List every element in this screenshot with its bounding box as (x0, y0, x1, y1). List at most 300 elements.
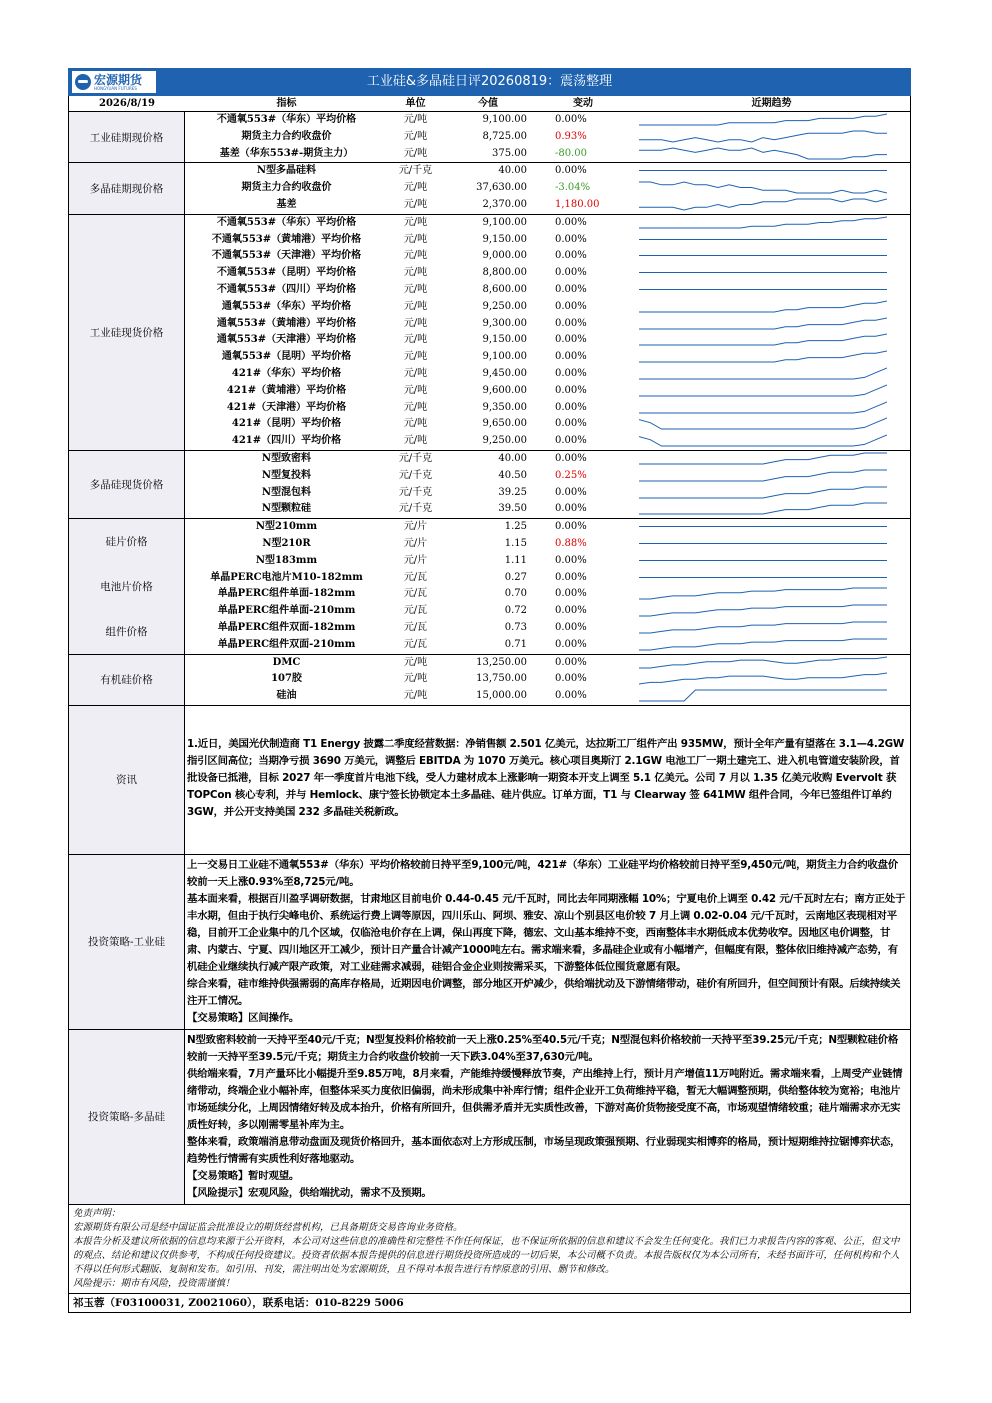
unit-cell: 元/吨 (403, 283, 428, 295)
price-row (185, 282, 910, 299)
trend-cell (633, 232, 910, 249)
trend-sparkline (639, 147, 887, 160)
unit-cell: 元/吨 (403, 334, 428, 346)
price-row (185, 112, 910, 129)
price-section (69, 112, 910, 163)
value-cell: 9,000.00 (482, 250, 527, 262)
trend-line (639, 351, 887, 362)
unit-cell: 元/吨 (403, 367, 428, 379)
price-row (185, 349, 910, 366)
unit-cell: 元/吨 (403, 147, 428, 159)
unit-cell: 元/吨 (403, 182, 428, 194)
trend-sparkline (639, 417, 887, 430)
trend-line (639, 673, 887, 684)
strategy-poly-paragraph: N型致密料较前一天持平至40元/千克；N型复投料价格较前一天上涨0.25%至40.5元/千克；N型混包料价格较前一天持平至39.25元/千克；N型颗粒硅价格较前一天持平至39.5元/千克；期货主力合约收盘价较前一天下跌3.04%至37,630元/吨。 (187, 1033, 899, 1063)
trend-sparkline (639, 401, 887, 414)
strategy-poly-label (69, 1030, 185, 1204)
change-cell: 0.00% (555, 233, 587, 245)
price-row (185, 451, 910, 468)
column-indicator: 指标 (276, 98, 297, 109)
price-row (185, 485, 910, 502)
price-row (185, 570, 910, 587)
disclaimer-line: 宏源期货有限公司是经中国证监会批准设立的期货经营机构，已具备期货交易咨询业务资格。 (73, 1221, 463, 1233)
unit-cell: 元/片 (403, 537, 428, 549)
indicator-name: 不通氧553#（华东）平均价格 (216, 216, 357, 228)
value-cell: 9,250.00 (482, 435, 527, 447)
strategy-si-paragraph: 上一交易日工业硅不通氧553#（华东）平均价格较前日持平至9,100元/吨，421#（华东）工业硅平均价格较前日持平至9,450元/吨，期货主力合约收盘价较前一天上涨0.93%至8,725元/吨。 (187, 858, 898, 888)
strategy-poly-section (69, 1030, 910, 1205)
value-cell: 15,000.00 (476, 690, 527, 702)
price-row (185, 400, 910, 417)
trend-line (639, 657, 887, 668)
unit-cell: 元/吨 (403, 300, 428, 312)
trend-cell (633, 416, 910, 433)
section-label-text: 硅片价格 (105, 536, 148, 549)
trend-sparkline (639, 434, 887, 447)
change-cell: 0.00% (555, 351, 587, 363)
section-label-text: 工业硅期现价格 (89, 131, 164, 144)
change-cell: 0.00% (555, 621, 587, 633)
trend-line (639, 453, 887, 464)
price-row (185, 197, 910, 214)
change-cell: 0.00% (555, 690, 587, 702)
disclaimer-line: 本报告分析及建议所依据的信息均来源于公开资料，本公司对这些信息的准确性和完整性不作任何保证，也不保证所依据的信息和建议不会发生任何变化。我们已力求报告内容的客观、公正，但文中的观点、结论和建议仅供参考，不构成任何投资建议。投资者依据本报告提供的信息进行期货投资所造成的一切后果，本公司概不负责。本报告版权仅为本公司所有，未经书面许可，任何机构和个人不得以任何形式翻版、复制和发布。如引用、刊发，需注明出处为宏源期货，且不得对本报告进行有悖原意的引用、删节和修改。 (73, 1235, 900, 1275)
trend-sparkline (639, 216, 887, 229)
trend-cell (633, 485, 910, 502)
trend-sparkline (639, 621, 887, 634)
strategy-poly-paragraph: 【风险提示】宏观风险，供给端扰动，需求不及预期。 (187, 1186, 432, 1199)
price-section (69, 215, 910, 451)
indicator-name: 不通氧553#（华东）平均价格 (216, 114, 357, 125)
change-cell: 0.00% (555, 554, 587, 566)
news-paragraph: 1.近日，美国光伏制造商 T1 Energy 披露二季度经营数据：净销售额 2.501 亿美元，达拉斯工厂组件产出 935MW，预计全年产量有望落在 3.1—4.2GW 指引区间高位；当期净亏损 3690 万美元，调整后 EBITDA 为 1070 万美元。核心项目奥斯汀 2.1GW 电池工厂一期土建完工、进入机电管道安装阶段，首批设备已抵港，目标 2027 年一季度首片电池下线，受人力建材成本上涨影响一期资本开支上调至 5.1 亿美元。公司 7 月以 1.35 亿美元收购 Evervolt 获 TOPCon 核心专利，并与 Hemlock、康宁签长协锁定本土多晶硅、硅片供应。订单方面，T1 与 Clearway 签 641MW 组件合同，今年已签组件订单约 3GW，并公开支持美国 232 多晶硅关税新政。 (187, 737, 905, 818)
indicator-name: 单晶PERC组件单面-182mm (217, 588, 356, 600)
price-row (185, 688, 910, 705)
value-cell: 9,150.00 (482, 334, 527, 346)
value-cell: 8,725.00 (482, 130, 527, 142)
trend-cell (633, 215, 910, 232)
value-cell: 9,100.00 (482, 114, 527, 125)
trend-cell (633, 180, 910, 197)
value-cell: 0.27 (504, 571, 527, 583)
strategy-poly-body (185, 1030, 910, 1204)
change-cell: 0.00% (555, 418, 587, 430)
trend-cell (633, 265, 910, 282)
price-row (185, 248, 910, 265)
price-row (185, 332, 910, 349)
price-row (185, 215, 910, 232)
trend-cell (633, 553, 910, 570)
section-rows (185, 655, 910, 705)
change-cell: 0.00% (555, 283, 587, 295)
unit-cell: 元/瓦 (403, 571, 428, 583)
change-cell: 0.00% (555, 435, 587, 447)
trend-cell (633, 468, 910, 485)
price-row (185, 603, 910, 620)
section-label-text: 有机硅价格 (100, 674, 153, 687)
trend-cell (633, 688, 910, 705)
change-cell: 0.93% (555, 130, 587, 142)
column-trend: 近期趋势 (751, 98, 792, 109)
indicator-name: 基差 (276, 198, 297, 210)
unit-cell: 元/吨 (403, 384, 428, 396)
change-cell: 0.00% (555, 673, 587, 685)
trend-sparkline (639, 571, 887, 584)
value-cell: 40.00 (498, 452, 527, 464)
trend-line (639, 368, 887, 379)
price-row (185, 366, 910, 383)
unit-cell: 元/吨 (403, 690, 428, 702)
unit-cell: 元/吨 (403, 401, 428, 413)
trend-sparkline (639, 350, 887, 363)
trend-line (639, 470, 887, 481)
trend-sparkline (639, 656, 887, 669)
change-cell: 0.00% (555, 571, 587, 583)
value-cell: 0.72 (504, 605, 527, 617)
indicator-name: 不通氧553#（天津港）平均价格 (211, 250, 362, 262)
strategy-si-paragraph: 基本面来看，根据百川盈孚调研数据，甘肃地区目前电价 0.44-0.45 元/千瓦时，同比去年同期涨幅 10%；宁夏电价上调至 0.42 元/千瓦时左右；南方正处于丰水期，但由于执行尖峰电价、系统运行费上调等原因，四川乐山、阿坝、雅安、凉山个别县区电价较 7 月上调 0.02-0.04 元/千瓦时，云南地区表现相对平稳，目前开工企业集中的几个区域，仅临沧电价存在上调，保山再度下降，德宏、文山基本维持不变，西南整体丰水期低成本优势收窄。因地区电价调整，甘肃、内蒙古、宁夏、四川地区开工减少，预计日产量合计减产1000吨左右。需求端来看，多晶硅企业或有小幅增产，但幅度有限，整体依旧维持减产态势，有机硅企业继续执行减产限产政策，对工业硅需求减弱，硅铝合金企业则按需采买，下游整体低位囤货意愿有限。 (187, 892, 906, 973)
value-cell: 9,150.00 (482, 233, 527, 245)
section-rows (185, 519, 910, 653)
indicator-name: 期货主力合约收盘价 (241, 130, 332, 142)
indicator-name: 不通氧553#（四川）平均价格 (216, 283, 357, 295)
price-row (185, 620, 910, 637)
strategy-poly-paragraph: 整体来看，政策端消息带动盘面及现货价格回升，基本面依态对上方形成压制，市场呈现政策强预期、行业弱现实相博弈的格局，预计短期维持拉锯博弈状态，趋势性行情需有实质性利好落地驱动。 (187, 1135, 901, 1165)
unit-cell: 元/吨 (403, 130, 428, 142)
news-label (69, 706, 185, 854)
trend-sparkline (639, 554, 887, 567)
report-header (68, 68, 911, 96)
change-cell: 0.00% (555, 300, 587, 312)
value-cell: 1.15 (504, 537, 527, 549)
change-cell: 0.00% (555, 334, 587, 346)
price-row (185, 146, 910, 163)
trend-cell (633, 146, 910, 163)
unit-cell: 元/千克 (398, 503, 433, 515)
indicator-name: N型混包料 (261, 486, 312, 498)
value-cell: 9,350.00 (482, 401, 527, 413)
value-cell: 40.00 (498, 165, 527, 177)
column-unit: 单位 (405, 98, 426, 109)
price-section (69, 451, 910, 519)
price-row (185, 232, 910, 249)
value-cell: 39.50 (498, 503, 527, 515)
report-table (68, 96, 911, 1313)
price-row (185, 316, 910, 333)
change-cell: 1,180.00 (555, 198, 600, 210)
indicator-name: N型210mm (255, 521, 318, 533)
column-value: 今值 (478, 98, 498, 109)
value-cell: 9,100.00 (482, 351, 527, 363)
section-label-text: 组件价格 (105, 625, 148, 638)
indicator-name: 单晶PERC组件双面-210mm (217, 638, 356, 650)
indicator-name: 421#（黄埔港）平均价格 (226, 384, 347, 396)
indicator-name: 通氧553#（天津港）平均价格 (216, 334, 357, 346)
disclaimer (69, 1205, 910, 1294)
price-row (185, 180, 910, 197)
price-row (185, 501, 910, 518)
indicator-name: N型颗粒硅 (261, 503, 312, 515)
trend-cell (633, 197, 910, 214)
trend-cell (633, 332, 910, 349)
change-cell: 0.00% (555, 317, 587, 329)
indicator-name: 421#（四川）平均价格 (231, 435, 342, 447)
section-label-text: 多晶硅期现价格 (89, 183, 164, 196)
trend-line (639, 605, 887, 616)
value-cell: 37,630.00 (476, 182, 527, 194)
unit-cell: 元/瓦 (403, 588, 428, 600)
indicator-name: N型致密料 (261, 452, 312, 464)
change-cell: 0.00% (555, 267, 587, 279)
change-cell: 0.00% (555, 638, 587, 650)
trend-line (639, 114, 887, 125)
trend-line (639, 503, 887, 514)
trend-line (639, 402, 887, 413)
value-cell: 8,800.00 (482, 267, 527, 279)
unit-cell: 元/千克 (398, 165, 433, 177)
trend-cell (633, 637, 910, 654)
price-row (185, 586, 910, 603)
value-cell: 375.00 (492, 147, 527, 159)
unit-cell: 元/千克 (398, 452, 433, 464)
trend-sparkline (639, 384, 887, 397)
news-body (185, 706, 910, 854)
trend-line (639, 435, 887, 446)
indicator-name: N型复投料 (261, 469, 312, 481)
unit-cell: 元/吨 (403, 216, 428, 228)
section-label (69, 519, 185, 653)
trend-line (639, 199, 887, 210)
strategy-si-section (69, 855, 910, 1030)
trend-sparkline (639, 486, 887, 499)
trend-sparkline (639, 604, 887, 617)
unit-cell: 元/吨 (403, 233, 428, 245)
price-row (185, 299, 910, 316)
indicator-name: 不通氧553#（黄埔港）平均价格 (211, 233, 362, 245)
trend-line (639, 217, 887, 228)
trend-sparkline (639, 367, 887, 380)
logo-text: 宏源期货 (94, 72, 143, 87)
unit-cell: 元/千克 (398, 486, 433, 498)
report-date: 2026/8/19 (98, 98, 155, 109)
trend-sparkline (639, 317, 887, 330)
value-cell: 8,600.00 (482, 283, 527, 295)
news-section (69, 706, 910, 855)
value-cell: 1.11 (504, 554, 527, 566)
value-cell: 13,750.00 (476, 673, 527, 685)
trend-sparkline (639, 266, 887, 279)
strategy-poly-paragraph: 【交易策略】暂时观望。 (187, 1169, 300, 1182)
trend-line (639, 639, 887, 650)
change-cell: 0.00% (555, 216, 587, 228)
trend-line (639, 182, 887, 193)
price-row (185, 671, 910, 688)
indicator-name: 通氧553#（华东）平均价格 (221, 300, 352, 312)
value-cell: 13,250.00 (476, 656, 527, 668)
trend-cell (633, 112, 910, 129)
price-row (185, 536, 910, 553)
trend-cell (633, 519, 910, 536)
trend-line (639, 148, 887, 159)
trend-cell (633, 366, 910, 383)
section-label-text: 工业硅现货价格 (89, 326, 164, 339)
section-label (69, 655, 185, 705)
trend-line (639, 588, 887, 599)
trend-sparkline (639, 520, 887, 533)
indicator-name: 硅油 (276, 690, 297, 702)
change-cell: 0.00% (555, 367, 587, 379)
price-row (185, 416, 910, 433)
price-sections (69, 112, 910, 706)
trend-sparkline (639, 587, 887, 600)
trend-line (639, 334, 887, 345)
section-label (69, 215, 185, 450)
indicator-name: 421#（华东）平均价格 (231, 367, 342, 379)
trend-cell (633, 400, 910, 417)
disclaimer-line: 风险提示：期市有风险，投资需谨慎！ (73, 1277, 235, 1289)
value-cell: 0.71 (504, 638, 527, 650)
strategy-poly-paragraph: 供给端来看，7月产量环比小幅提升至9.85万吨，8月来看，产能维持缓慢释放节奏，产出维持上行，预计月产增值11万吨附近。需求端来看，上周受产业链情绪带动，终端企业小幅补库，但整体采买力度依旧偏弱，尚未形成集中补库行情；组件企业开工负荷维持平稳，暂无大幅调整预期，供给整体较为宽裕；电池片市场延续分化，上周因情绪好转及成本抬升，价格有所回升，但供需矛盾并无实质性改善，下游对高价货物接受度不高，市场观望情绪较重；硅片端需求亦无实质性好转，多以刚需零星补库为主。 (187, 1067, 903, 1131)
change-cell: -3.04% (555, 182, 591, 194)
trend-sparkline (639, 249, 887, 262)
value-cell: 0.70 (504, 588, 527, 600)
unit-cell: 元/瓦 (403, 621, 428, 633)
change-cell: 0.00% (555, 656, 587, 668)
trend-line (639, 690, 887, 701)
indicator-name: 单晶PERC电池片M10-182mm (210, 571, 363, 583)
indicator-name: 不通氧553#（昆明）平均价格 (216, 267, 357, 279)
unit-cell: 元/吨 (403, 656, 428, 668)
unit-cell: 元/吨 (403, 673, 428, 685)
strategy-si-paragraph: 【交易策略】区间操作。 (187, 1011, 300, 1024)
trend-cell (633, 586, 910, 603)
value-cell: 40.50 (498, 469, 527, 481)
value-cell: 39.25 (498, 486, 527, 498)
indicator-name: 421#（昆明）平均价格 (231, 418, 342, 430)
unit-cell: 元/吨 (403, 250, 428, 262)
indicator-name: 单晶PERC组件单面-210mm (217, 605, 356, 617)
strategy-si-paragraph: 综合来看，硅市维持供强需弱的高库存格局，近期因电价调整，部分地区开炉减少，供给端扰动及下游情绪带动，硅价有所回升，但空间预计有限。后续持续关注开工情况。 (187, 977, 901, 1007)
trend-sparkline (639, 537, 887, 550)
section-rows (185, 215, 910, 450)
unit-cell: 元/千克 (398, 469, 433, 481)
price-section (69, 655, 910, 706)
change-cell: 0.00% (555, 452, 587, 464)
trend-line (639, 418, 887, 429)
column-header-row (69, 96, 910, 112)
trend-line (639, 622, 887, 633)
price-row (185, 637, 910, 654)
section-label-text: 多晶硅现货价格 (89, 479, 164, 492)
price-row (185, 163, 910, 180)
trend-cell (633, 248, 910, 265)
price-row (185, 265, 910, 282)
trend-line (639, 318, 887, 329)
trend-sparkline (639, 130, 887, 143)
unit-cell: 元/吨 (403, 317, 428, 329)
indicator-name: DMC (272, 656, 301, 668)
trend-cell (633, 163, 910, 180)
analyst-contact: 祁玉蓉（F03100031, Z0021060），联系电话：010-8229 5006 (73, 1296, 404, 1309)
trend-cell (633, 655, 910, 672)
value-cell: 0.73 (504, 621, 527, 633)
trend-cell (633, 129, 910, 146)
change-cell: 0.00% (555, 401, 587, 413)
trend-sparkline (639, 672, 887, 685)
report-title: 工业硅&多晶硅日评20260819：震荡整理 (366, 74, 613, 89)
trend-line (639, 131, 887, 142)
indicator-name: N型210R (262, 537, 311, 549)
price-row (185, 383, 910, 400)
change-cell: 0.00% (555, 165, 587, 177)
section-label (69, 112, 185, 162)
trend-cell (633, 349, 910, 366)
price-section (69, 163, 910, 214)
value-cell: 9,450.00 (482, 367, 527, 379)
price-row (185, 129, 910, 146)
trend-sparkline (639, 333, 887, 346)
unit-cell: 元/吨 (403, 351, 428, 363)
unit-cell: 元/瓦 (403, 638, 428, 650)
unit-cell: 元/吨 (403, 114, 428, 125)
column-change: 变动 (573, 98, 593, 109)
change-cell: 0.00% (555, 503, 587, 515)
value-cell: 9,600.00 (482, 384, 527, 396)
indicator-name: 通氧553#（黄埔港）平均价格 (216, 317, 357, 329)
change-cell: 0.00% (555, 486, 587, 498)
value-cell: 9,100.00 (482, 216, 527, 228)
strategy-si-body (185, 855, 910, 1029)
trend-sparkline (639, 300, 887, 313)
trend-sparkline (639, 198, 887, 211)
trend-cell (633, 501, 910, 518)
trend-line (639, 385, 887, 396)
report-page (68, 68, 911, 1313)
logo-subtext: HONGYUAN FUTURES (94, 85, 137, 91)
price-row (185, 519, 910, 536)
trend-sparkline (639, 452, 887, 465)
section-label (69, 451, 185, 518)
trend-cell (633, 603, 910, 620)
price-row (185, 553, 910, 570)
trend-sparkline (639, 113, 887, 126)
trend-sparkline (639, 469, 887, 482)
change-cell: 0.25% (555, 469, 587, 481)
indicator-name: 107胶 (271, 673, 302, 685)
trend-cell (633, 570, 910, 587)
value-cell: 9,300.00 (482, 317, 527, 329)
change-cell: 0.00% (555, 250, 587, 262)
section-rows (185, 451, 910, 518)
change-cell: 0.00% (555, 588, 587, 600)
indicator-name: 期货主力合约收盘价 (241, 182, 332, 194)
trend-sparkline (639, 233, 887, 246)
price-row (185, 468, 910, 485)
indicator-name: N型多晶硅料 (256, 165, 317, 177)
trend-sparkline (639, 638, 887, 651)
trend-cell (633, 433, 910, 450)
value-cell: 9,250.00 (482, 300, 527, 312)
trend-cell (633, 383, 910, 400)
indicator-name: 单晶PERC组件双面-182mm (217, 621, 356, 633)
value-cell: 2,370.00 (482, 198, 527, 210)
price-row (185, 655, 910, 672)
trend-cell (633, 620, 910, 637)
strategy-si-label (69, 855, 185, 1029)
change-cell: 0.00% (555, 605, 587, 617)
unit-cell: 元/瓦 (403, 605, 428, 617)
change-cell: -80.00 (555, 147, 588, 159)
